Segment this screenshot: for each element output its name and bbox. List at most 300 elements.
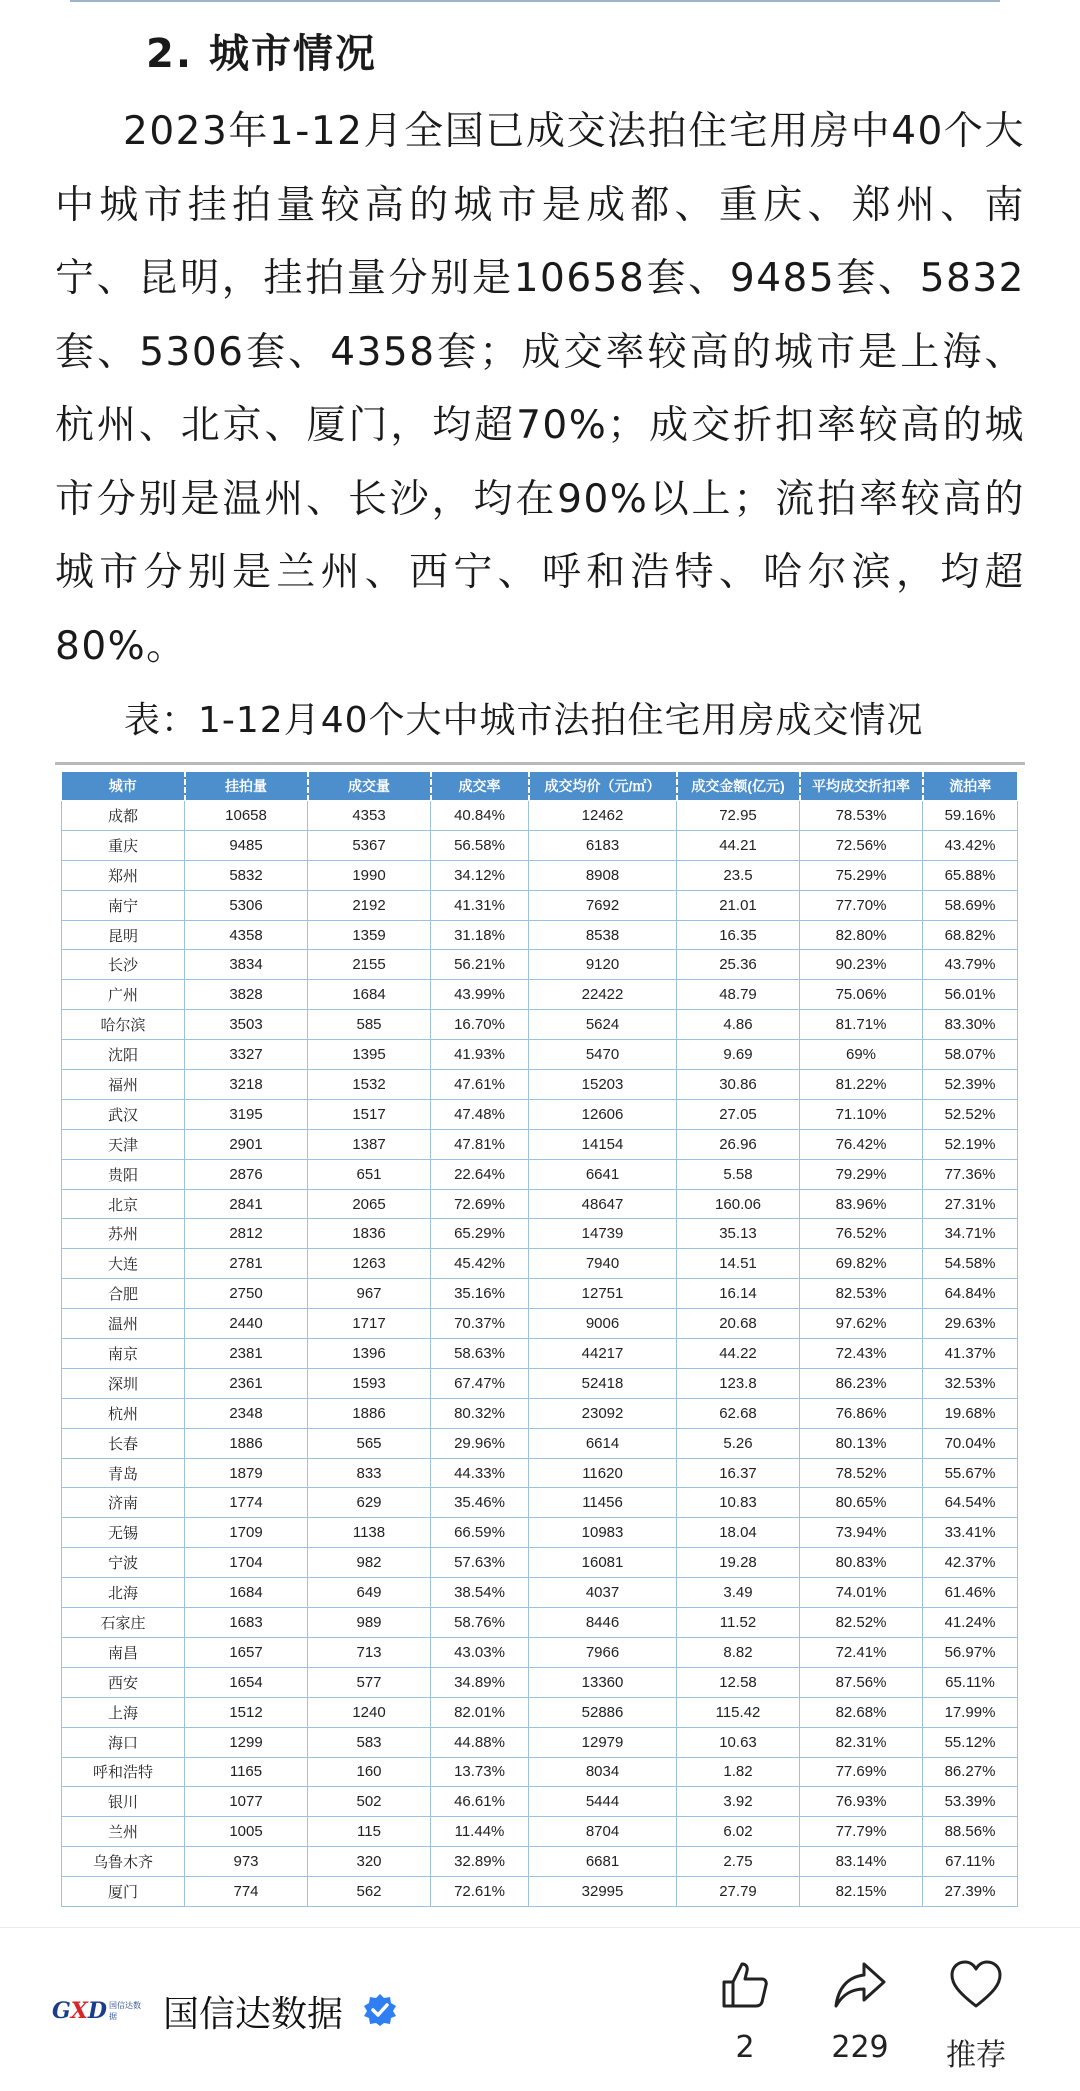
value-cell: 6183 — [529, 830, 677, 860]
value-cell: 6.02 — [677, 1817, 800, 1847]
value-cell: 70.04% — [923, 1428, 1018, 1458]
column-header: 成交量 — [308, 772, 431, 801]
value-cell: 2876 — [185, 1159, 308, 1189]
value-cell: 34.12% — [431, 860, 529, 890]
value-cell: 90.23% — [800, 950, 923, 980]
value-cell: 21.01 — [677, 890, 800, 920]
value-cell: 72.41% — [800, 1637, 923, 1667]
value-cell: 1138 — [308, 1518, 431, 1548]
table-row — [62, 1488, 1018, 1518]
value-cell: 83.96% — [800, 1189, 923, 1219]
value-cell: 52.39% — [923, 1070, 1018, 1100]
table-row — [62, 1129, 1018, 1159]
value-cell: 16.35 — [677, 920, 800, 950]
value-cell: 20.68 — [677, 1309, 800, 1339]
value-cell: 83.14% — [800, 1847, 923, 1877]
value-cell: 23092 — [529, 1398, 677, 1428]
value-cell: 5.26 — [677, 1428, 800, 1458]
value-cell: 44.33% — [431, 1458, 529, 1488]
value-cell: 12751 — [529, 1279, 677, 1309]
value-cell: 43.42% — [923, 830, 1018, 860]
value-cell: 35.16% — [431, 1279, 529, 1309]
value-cell: 81.71% — [800, 1010, 923, 1040]
table-row — [62, 890, 1018, 920]
value-cell: 22.64% — [431, 1159, 529, 1189]
value-cell: 72.69% — [431, 1189, 529, 1219]
value-cell: 1683 — [185, 1608, 308, 1638]
value-cell: 48.79 — [677, 980, 800, 1010]
value-cell: 72.95 — [677, 801, 800, 831]
city-cell: 银川 — [62, 1787, 185, 1817]
value-cell: 649 — [308, 1578, 431, 1608]
heart-icon — [948, 1958, 1004, 2012]
city-cell: 上海 — [62, 1697, 185, 1727]
value-cell: 1517 — [308, 1099, 431, 1129]
table-row — [62, 1667, 1018, 1697]
table-row — [62, 1309, 1018, 1339]
table-row — [62, 1368, 1018, 1398]
value-cell: 29.63% — [923, 1309, 1018, 1339]
value-cell: 22422 — [529, 980, 677, 1010]
recommend-label: 推荐 — [946, 2038, 1006, 2073]
thumbs-up-icon — [718, 1958, 772, 2012]
value-cell: 38.54% — [431, 1578, 529, 1608]
value-cell: 41.37% — [923, 1339, 1018, 1369]
value-cell: 77.69% — [800, 1757, 923, 1787]
table-row — [62, 1099, 1018, 1129]
value-cell: 2381 — [185, 1339, 308, 1369]
value-cell: 44.21 — [677, 830, 800, 860]
value-cell: 8538 — [529, 920, 677, 950]
value-cell: 10983 — [529, 1518, 677, 1548]
value-cell: 15203 — [529, 1070, 677, 1100]
value-cell: 97.62% — [800, 1309, 923, 1339]
value-cell: 1387 — [308, 1129, 431, 1159]
value-cell: 1005 — [185, 1817, 308, 1847]
table-header-row — [62, 772, 1018, 801]
value-cell: 34.89% — [431, 1667, 529, 1697]
value-cell: 19.68% — [923, 1398, 1018, 1428]
value-cell: 1165 — [185, 1757, 308, 1787]
value-cell: 5444 — [529, 1787, 677, 1817]
value-cell: 1836 — [308, 1219, 431, 1249]
table-row — [62, 830, 1018, 860]
city-cell: 天津 — [62, 1129, 185, 1159]
city-cell: 宁波 — [62, 1548, 185, 1578]
table-row — [62, 1159, 1018, 1189]
value-cell: 29.96% — [431, 1428, 529, 1458]
city-cell: 重庆 — [62, 830, 185, 860]
table-image — [55, 762, 1025, 1930]
value-cell: 69.82% — [800, 1249, 923, 1279]
value-cell: 6641 — [529, 1159, 677, 1189]
city-cell: 武汉 — [62, 1099, 185, 1129]
value-cell: 973 — [185, 1847, 308, 1877]
value-cell: 76.42% — [800, 1129, 923, 1159]
value-cell: 77.79% — [800, 1817, 923, 1847]
value-cell: 11.52 — [677, 1608, 800, 1638]
value-cell: 58.76% — [431, 1608, 529, 1638]
value-cell: 72.56% — [800, 830, 923, 860]
account-name[interactable]: 国信达数据 — [163, 1994, 344, 2035]
value-cell: 1774 — [185, 1488, 308, 1518]
value-cell: 2781 — [185, 1249, 308, 1279]
value-cell: 12979 — [529, 1727, 677, 1757]
value-cell: 69% — [800, 1040, 923, 1070]
table-row — [62, 1219, 1018, 1249]
value-cell: 9485 — [185, 830, 308, 860]
value-cell: 10.83 — [677, 1488, 800, 1518]
value-cell: 1879 — [185, 1458, 308, 1488]
value-cell: 2348 — [185, 1398, 308, 1428]
value-cell: 30.86 — [677, 1070, 800, 1100]
value-cell: 55.12% — [923, 1727, 1018, 1757]
column-header: 流拍率 — [923, 772, 1018, 801]
value-cell: 1512 — [185, 1697, 308, 1727]
value-cell: 74.01% — [800, 1578, 923, 1608]
value-cell: 11620 — [529, 1458, 677, 1488]
city-cell: 福州 — [62, 1070, 185, 1100]
table-row — [62, 1548, 1018, 1578]
value-cell: 12606 — [529, 1099, 677, 1129]
value-cell: 86.27% — [923, 1757, 1018, 1787]
city-cell: 杭州 — [62, 1398, 185, 1428]
value-cell: 2841 — [185, 1189, 308, 1219]
value-cell: 52886 — [529, 1697, 677, 1727]
value-cell: 1532 — [308, 1070, 431, 1100]
value-cell: 32.53% — [923, 1368, 1018, 1398]
value-cell: 123.8 — [677, 1368, 800, 1398]
value-cell: 57.63% — [431, 1548, 529, 1578]
city-cell: 北京 — [62, 1189, 185, 1219]
value-cell: 78.53% — [800, 801, 923, 831]
value-cell: 4358 — [185, 920, 308, 950]
value-cell: 78.52% — [800, 1458, 923, 1488]
city-cell: 西安 — [62, 1667, 185, 1697]
city-cell: 南昌 — [62, 1637, 185, 1667]
table-row — [62, 1847, 1018, 1877]
city-cell: 南京 — [62, 1339, 185, 1369]
value-cell: 1684 — [185, 1578, 308, 1608]
top-divider — [70, 0, 1000, 2]
table-row — [62, 950, 1018, 980]
value-cell: 1709 — [185, 1518, 308, 1548]
value-cell: 65.88% — [923, 860, 1018, 890]
value-cell: 53.39% — [923, 1787, 1018, 1817]
publisher-logo[interactable] — [52, 1996, 142, 2026]
table-row — [62, 1518, 1018, 1548]
value-cell: 160 — [308, 1757, 431, 1787]
value-cell: 5624 — [529, 1010, 677, 1040]
share-count: 229 — [831, 2030, 889, 2065]
value-cell: 70.37% — [431, 1309, 529, 1339]
value-cell: 44217 — [529, 1339, 677, 1369]
city-cell: 广州 — [62, 980, 185, 1010]
city-cell: 大连 — [62, 1249, 185, 1279]
value-cell: 3195 — [185, 1099, 308, 1129]
city-cell: 贵阳 — [62, 1159, 185, 1189]
value-cell: 62.68 — [677, 1398, 800, 1428]
value-cell: 59.16% — [923, 801, 1018, 831]
value-cell: 67.11% — [923, 1847, 1018, 1877]
value-cell: 565 — [308, 1428, 431, 1458]
value-cell: 585 — [308, 1010, 431, 1040]
value-cell: 88.56% — [923, 1817, 1018, 1847]
value-cell: 81.22% — [800, 1070, 923, 1100]
like-count: 2 — [735, 2030, 755, 2065]
value-cell: 45.42% — [431, 1249, 529, 1279]
value-cell: 47.48% — [431, 1099, 529, 1129]
value-cell: 27.31% — [923, 1189, 1018, 1219]
value-cell: 41.31% — [431, 890, 529, 920]
value-cell: 65.29% — [431, 1219, 529, 1249]
value-cell: 65.11% — [923, 1667, 1018, 1697]
column-header: 平均成交折扣率 — [800, 772, 923, 801]
value-cell: 35.13 — [677, 1219, 800, 1249]
value-cell: 1299 — [185, 1727, 308, 1757]
value-cell: 67.47% — [431, 1368, 529, 1398]
value-cell: 79.29% — [800, 1159, 923, 1189]
value-cell: 2192 — [308, 890, 431, 920]
value-cell: 56.01% — [923, 980, 1018, 1010]
value-cell: 80.13% — [800, 1428, 923, 1458]
value-cell: 2155 — [308, 950, 431, 980]
recommend-button[interactable] — [936, 1958, 1016, 2074]
value-cell: 9006 — [529, 1309, 677, 1339]
value-cell: 64.54% — [923, 1488, 1018, 1518]
value-cell: 43.99% — [431, 980, 529, 1010]
like-button[interactable] — [705, 1958, 785, 2065]
table-row — [62, 1458, 1018, 1488]
value-cell: 4037 — [529, 1578, 677, 1608]
value-cell: 16.14 — [677, 1279, 800, 1309]
value-cell: 1359 — [308, 920, 431, 950]
value-cell: 2812 — [185, 1219, 308, 1249]
logo-subtitle: 国信达数据 — [108, 2001, 141, 2021]
table-row — [62, 1040, 1018, 1070]
value-cell: 77.70% — [800, 890, 923, 920]
column-header: 成交均价（元/㎡） — [529, 772, 677, 801]
share-button[interactable] — [820, 1958, 900, 2065]
value-cell: 42.37% — [923, 1548, 1018, 1578]
value-cell: 66.59% — [431, 1518, 529, 1548]
value-cell: 5832 — [185, 860, 308, 890]
value-cell: 82.53% — [800, 1279, 923, 1309]
value-cell: 16.70% — [431, 1010, 529, 1040]
table-row — [62, 1877, 1018, 1907]
value-cell: 115 — [308, 1817, 431, 1847]
value-cell: 115.42 — [677, 1697, 800, 1727]
value-cell: 80.65% — [800, 1488, 923, 1518]
value-cell: 160.06 — [677, 1189, 800, 1219]
value-cell: 80.32% — [431, 1398, 529, 1428]
value-cell: 2065 — [308, 1189, 431, 1219]
value-cell: 47.81% — [431, 1129, 529, 1159]
value-cell: 44.88% — [431, 1727, 529, 1757]
value-cell: 58.63% — [431, 1339, 529, 1369]
column-header: 成交金额(亿元) — [677, 772, 800, 801]
value-cell: 2361 — [185, 1368, 308, 1398]
value-cell: 64.84% — [923, 1279, 1018, 1309]
value-cell: 1704 — [185, 1548, 308, 1578]
value-cell: 82.68% — [800, 1697, 923, 1727]
value-cell: 23.5 — [677, 860, 800, 890]
value-cell: 1990 — [308, 860, 431, 890]
value-cell: 56.21% — [431, 950, 529, 980]
value-cell: 58.69% — [923, 890, 1018, 920]
value-cell: 502 — [308, 1787, 431, 1817]
value-cell: 833 — [308, 1458, 431, 1488]
table-row — [62, 860, 1018, 890]
value-cell: 651 — [308, 1159, 431, 1189]
table-row — [62, 1787, 1018, 1817]
city-cell: 海口 — [62, 1727, 185, 1757]
value-cell: 75.29% — [800, 860, 923, 890]
value-cell: 41.93% — [431, 1040, 529, 1070]
value-cell: 52.19% — [923, 1129, 1018, 1159]
value-cell: 31.18% — [431, 920, 529, 950]
value-cell: 8.82 — [677, 1637, 800, 1667]
column-header: 挂拍量 — [185, 772, 308, 801]
value-cell: 55.67% — [923, 1458, 1018, 1488]
value-cell: 3503 — [185, 1010, 308, 1040]
table-row — [62, 1697, 1018, 1727]
value-cell: 58.07% — [923, 1040, 1018, 1070]
value-cell: 8908 — [529, 860, 677, 890]
article-paragraph: 2023年1-12月全国已成交法拍住宅用房中40个大中城市挂拍量较高的城市是成都、重庆、郑州、南宁、昆明，挂拍量分别是10658套、9485套、5832套、5306套、4358套；成交率较高的城市是上海、杭州、北京、厦门，均超70%；成交折扣率较高的城市分别是温州、长沙，均在90%以上；流拍率较高的城市分别是兰州、西宁、呼和浩特、哈尔滨，均超80%。 — [55, 109, 1025, 669]
value-cell: 3.92 — [677, 1787, 800, 1817]
value-cell: 3828 — [185, 980, 308, 1010]
table-row — [62, 1249, 1018, 1279]
value-cell: 14739 — [529, 1219, 677, 1249]
city-cell: 青岛 — [62, 1458, 185, 1488]
value-cell: 3.49 — [677, 1578, 800, 1608]
value-cell: 75.06% — [800, 980, 923, 1010]
value-cell: 14154 — [529, 1129, 677, 1159]
value-cell: 1396 — [308, 1339, 431, 1369]
value-cell: 1717 — [308, 1309, 431, 1339]
city-cell: 长沙 — [62, 950, 185, 980]
city-cell: 合肥 — [62, 1279, 185, 1309]
value-cell: 40.84% — [431, 801, 529, 831]
share-arrow-icon — [832, 1958, 888, 2012]
city-cell: 南宁 — [62, 890, 185, 920]
value-cell: 5.58 — [677, 1159, 800, 1189]
value-cell: 48647 — [529, 1189, 677, 1219]
city-cell: 兰州 — [62, 1817, 185, 1847]
value-cell: 76.93% — [800, 1787, 923, 1817]
value-cell: 56.58% — [431, 830, 529, 860]
value-cell: 76.86% — [800, 1398, 923, 1428]
value-cell: 80.83% — [800, 1548, 923, 1578]
value-cell: 2440 — [185, 1309, 308, 1339]
value-cell: 17.99% — [923, 1697, 1018, 1727]
city-cell: 济南 — [62, 1488, 185, 1518]
value-cell: 8446 — [529, 1608, 677, 1638]
value-cell: 629 — [308, 1488, 431, 1518]
value-cell: 11456 — [529, 1488, 677, 1518]
value-cell: 1886 — [185, 1428, 308, 1458]
value-cell: 9.69 — [677, 1040, 800, 1070]
table-row — [62, 1070, 1018, 1100]
verified-badge-icon — [362, 1992, 398, 2028]
value-cell: 7966 — [529, 1637, 677, 1667]
table-row — [62, 1398, 1018, 1428]
table-row — [62, 1757, 1018, 1787]
value-cell: 2750 — [185, 1279, 308, 1309]
value-cell: 16.37 — [677, 1458, 800, 1488]
table-body — [62, 801, 1018, 1907]
value-cell: 82.01% — [431, 1697, 529, 1727]
value-cell: 1.82 — [677, 1757, 800, 1787]
value-cell: 13.73% — [431, 1757, 529, 1787]
value-cell: 86.23% — [800, 1368, 923, 1398]
table-row — [62, 1428, 1018, 1458]
value-cell: 35.46% — [431, 1488, 529, 1518]
value-cell: 44.22 — [677, 1339, 800, 1369]
city-cell: 厦门 — [62, 1877, 185, 1907]
value-cell: 14.51 — [677, 1249, 800, 1279]
value-cell: 83.30% — [923, 1010, 1018, 1040]
value-cell: 68.82% — [923, 920, 1018, 950]
value-cell: 82.31% — [800, 1727, 923, 1757]
value-cell: 5470 — [529, 1040, 677, 1070]
value-cell: 72.61% — [431, 1877, 529, 1907]
value-cell: 6681 — [529, 1847, 677, 1877]
city-cell: 成都 — [62, 801, 185, 831]
value-cell: 774 — [185, 1877, 308, 1907]
value-cell: 82.80% — [800, 920, 923, 950]
value-cell: 46.61% — [431, 1787, 529, 1817]
value-cell: 989 — [308, 1608, 431, 1638]
value-cell: 43.79% — [923, 950, 1018, 980]
city-cell: 温州 — [62, 1309, 185, 1339]
table-row — [62, 801, 1018, 831]
value-cell: 10.63 — [677, 1727, 800, 1757]
value-cell: 47.61% — [431, 1070, 529, 1100]
value-cell: 16081 — [529, 1548, 677, 1578]
table-row — [62, 1637, 1018, 1667]
value-cell: 11.44% — [431, 1817, 529, 1847]
table-row — [62, 1578, 1018, 1608]
value-cell: 32.89% — [431, 1847, 529, 1877]
value-cell: 6614 — [529, 1428, 677, 1458]
value-cell: 5367 — [308, 830, 431, 860]
value-cell: 73.94% — [800, 1518, 923, 1548]
value-cell: 10658 — [185, 801, 308, 831]
value-cell: 562 — [308, 1877, 431, 1907]
section-heading: 2. 城市情况 — [146, 31, 377, 77]
value-cell: 13360 — [529, 1667, 677, 1697]
bottom-action-bar — [0, 1927, 1080, 2091]
value-cell: 1240 — [308, 1697, 431, 1727]
value-cell: 9120 — [529, 950, 677, 980]
value-cell: 34.71% — [923, 1219, 1018, 1249]
value-cell: 1654 — [185, 1667, 308, 1697]
value-cell: 82.15% — [800, 1877, 923, 1907]
city-cell: 昆明 — [62, 920, 185, 950]
value-cell: 2.75 — [677, 1847, 800, 1877]
city-cell: 北海 — [62, 1578, 185, 1608]
value-cell: 77.36% — [923, 1159, 1018, 1189]
value-cell: 713 — [308, 1637, 431, 1667]
city-cell: 石家庄 — [62, 1608, 185, 1638]
value-cell: 4353 — [308, 801, 431, 831]
value-cell: 87.56% — [800, 1667, 923, 1697]
table-row — [62, 1339, 1018, 1369]
value-cell: 2901 — [185, 1129, 308, 1159]
city-cell: 呼和浩特 — [62, 1757, 185, 1787]
